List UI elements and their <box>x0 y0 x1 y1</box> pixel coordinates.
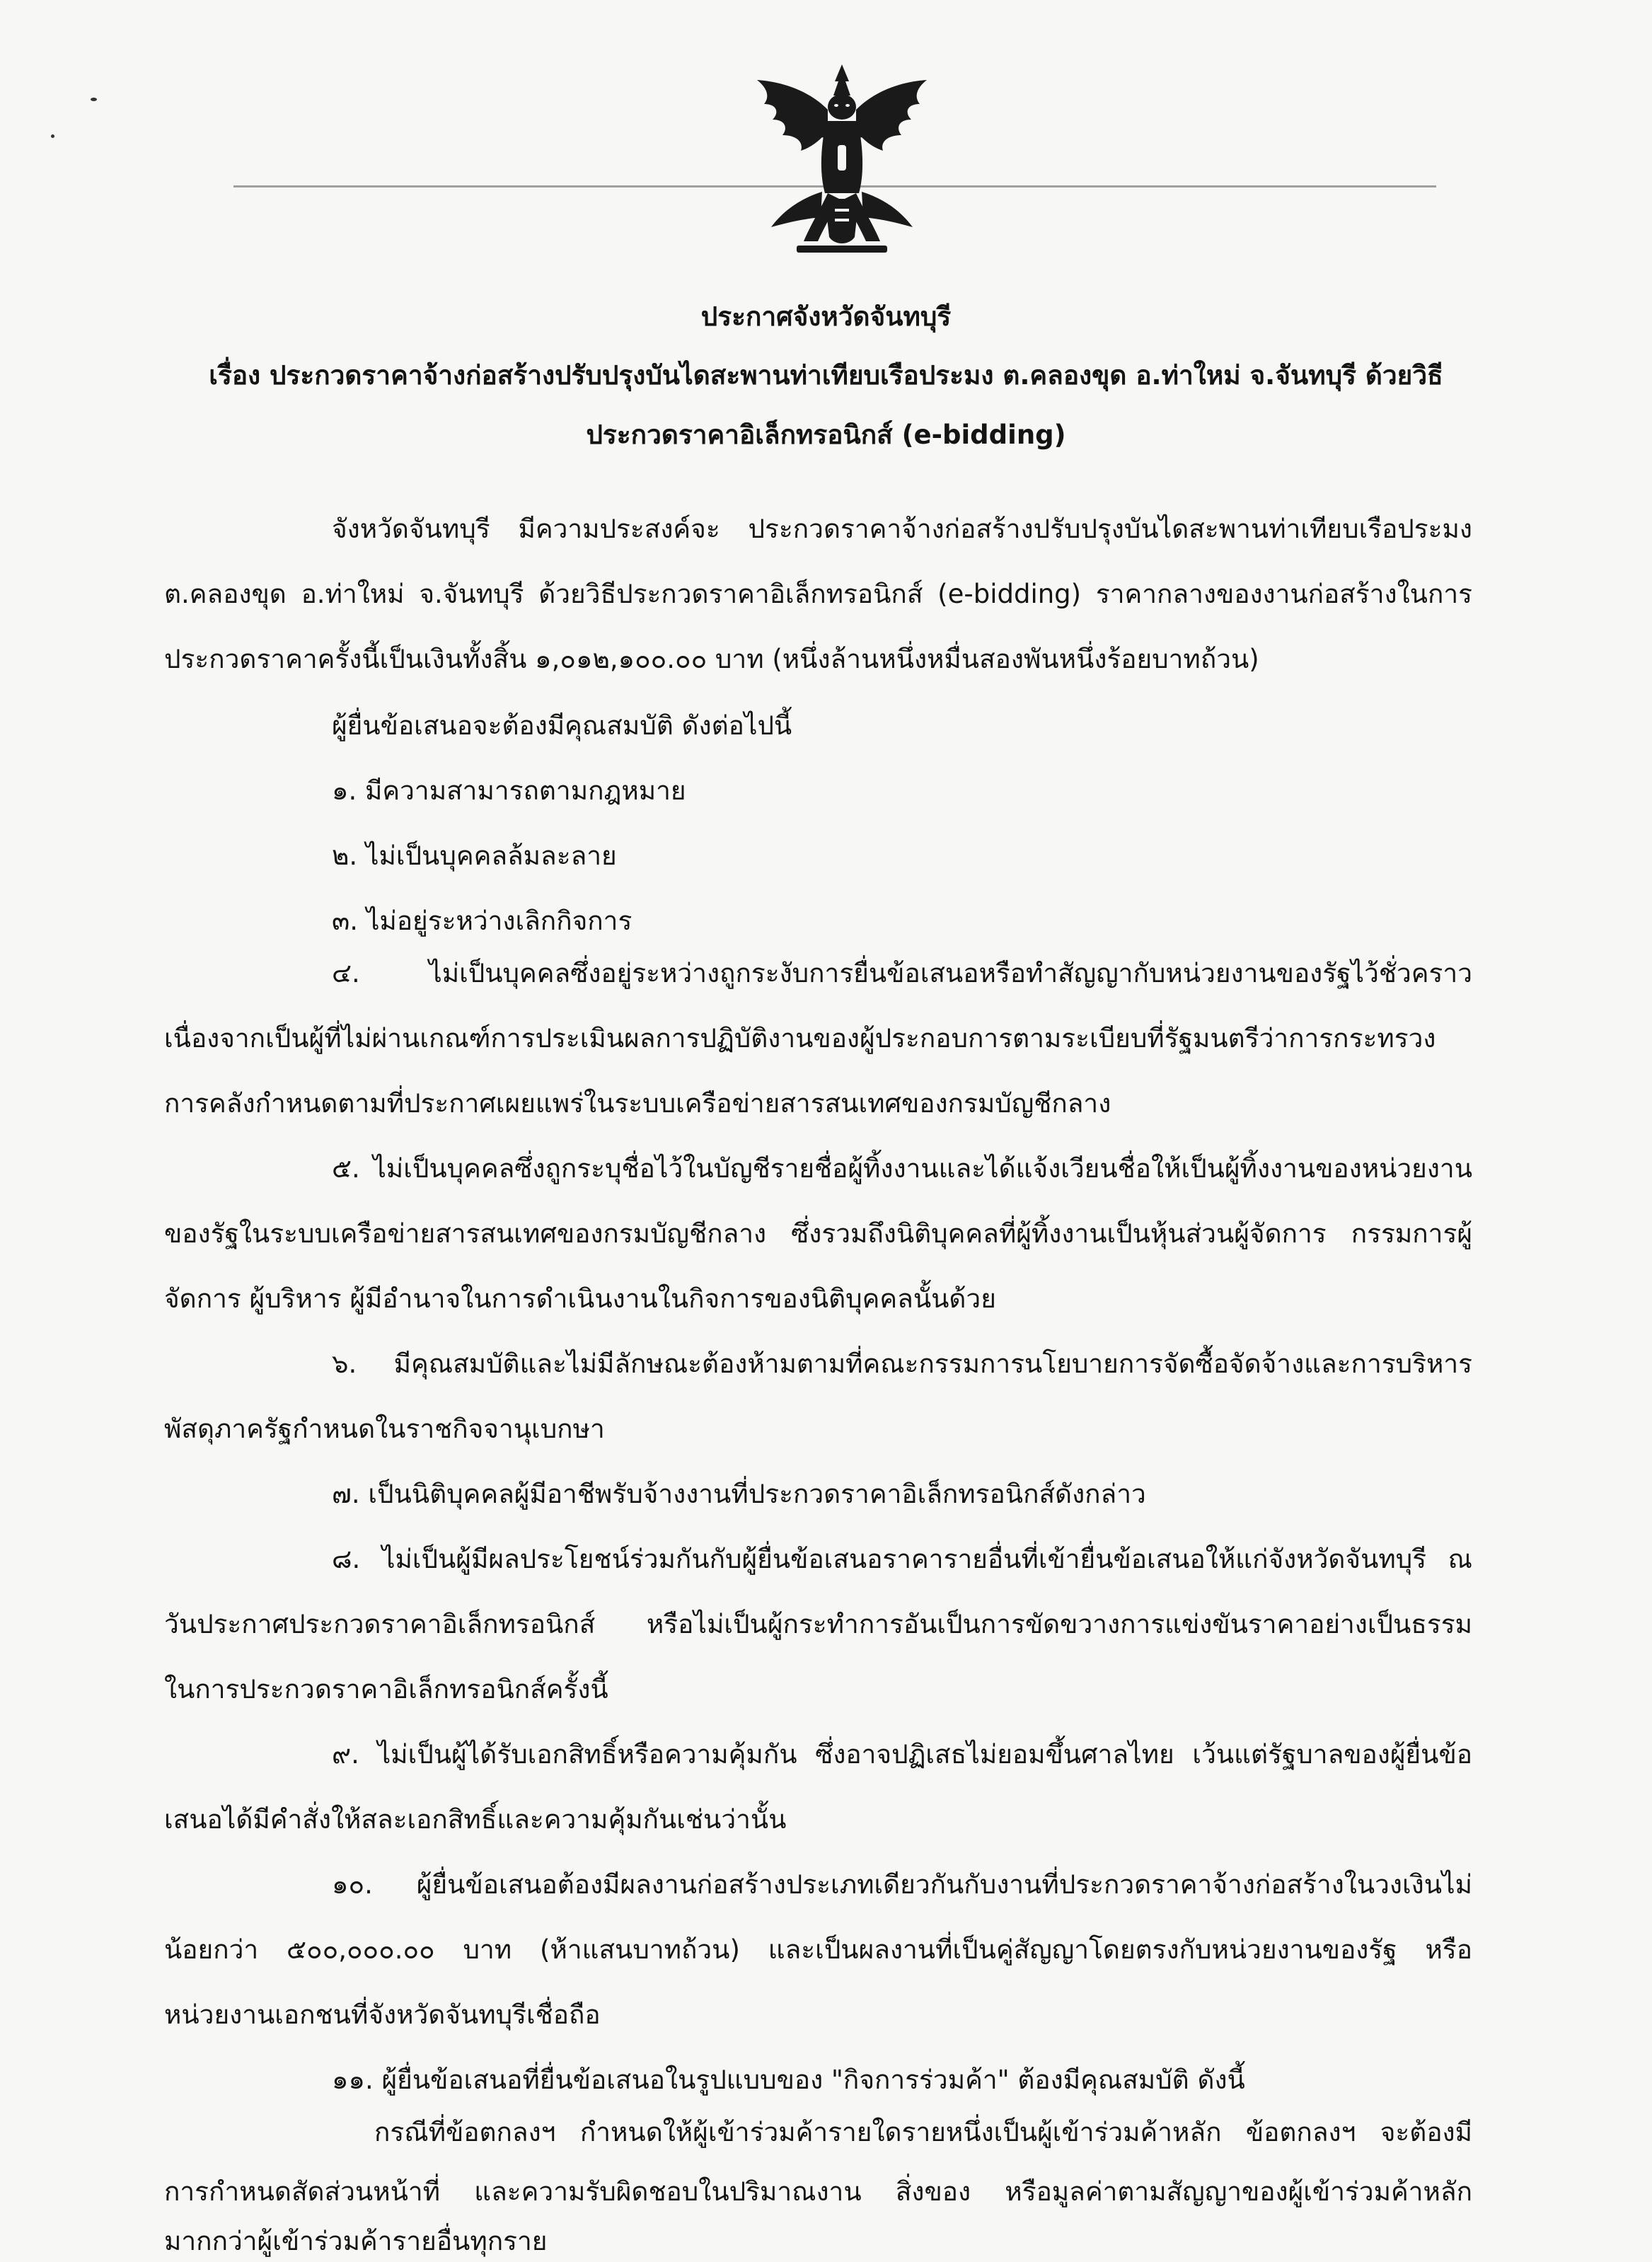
intro-line-2: ต.คลองขุด อ.ท่าใหม่ จ.จันทบุรี ด้วยวิธีประกวดราคาอิเล็กทรอนิกส์ (e-bidding) ราคากลางของงานก่อสร้างในการ <box>164 579 1472 609</box>
qualification-item-8-line-2: วันประกาศประกวดราคาอิเล็กทรอนิกส์ หรือไม่เป็นผู้กระทำการอันเป็นการขัดขวางการแข่งขันราคาอย่างเป็นธรรม <box>164 1609 1472 1639</box>
garuda-emblem <box>736 60 948 272</box>
joint-venture-clause-line-1: กรณีที่ข้อตกลงฯ กำหนดให้ผู้เข้าร่วมค้ารายใดรายหนึ่งเป็นผู้เข้าร่วมค้าหลัก ข้อตกลงฯ จะต้องมี <box>374 2117 1472 2147</box>
qualification-item-11: ๑๑. ผู้ยื่นข้อเสนอที่ยื่นข้อเสนอในรูปแบบของ "กิจการร่วมค้า" ต้องมีคุณสมบัติ ดังนี้ <box>332 2065 1245 2095</box>
qualification-item-10-line-3: หน่วยงานเอกชนที่จังหวัดจันทบุรีเชื่อถือ <box>164 2000 601 2030</box>
qualification-heading: ผู้ยื่นข้อเสนอจะต้องมีคุณสมบัติ ดังต่อไปนี้ <box>332 710 792 741</box>
qualification-item-2: ๒. ไม่เป็นบุคคลล้มละลาย <box>332 841 617 871</box>
scan-speck <box>91 98 97 101</box>
joint-venture-clause-line-2: การกำหนดสัดส่วนหน้าที่ และความรับผิดชอบในปริมาณงาน สิ่งของ หรือมูลค่าตามสัญญาของผู้เข้าร่วมค้าหลัก <box>164 2176 1472 2207</box>
announcement-subject-line-1: เรื่อง ประกวดราคาจ้างก่อสร้างปรับปรุงบันไดสะพานท่าเทียบเรือประมง ต.คลองขุด อ.ท่าใหม่ จ.จันทบุรี ด้วยวิธี <box>209 360 1443 391</box>
qualification-item-10-line-1: ๑๐. ผู้ยื่นข้อเสนอต้องมีผลงานก่อสร้างประเภทเดียวกันกับงานที่ประกวดราคาจ้างก่อสร้างในวงเงินไม่ <box>332 1869 1472 1900</box>
qualification-item-5-line-2: ของรัฐในระบบเครือข่ายสารสนเทศของกรมบัญชีกลาง ซึ่งรวมถึงนิติบุคคลที่ผู้ทิ้งงานเป็นหุ้นส่วนผู้จัดการ กรรมการผู้ <box>164 1218 1472 1249</box>
qualification-item-3: ๓. ไม่อยู่ระหว่างเลิกกิจการ <box>332 906 633 936</box>
scan-speck <box>51 134 54 138</box>
qualification-item-4-line-3: การคลังกำหนดตามที่ประกาศเผยแพร่ในระบบเครือข่ายสารสนเทศของกรมบัญชีกลาง <box>164 1088 1111 1119</box>
intro-line-1: จังหวัดจันทบุรี มีความประสงค์จะ ประกวดราคาจ้างก่อสร้างปรับปรุงบันไดสะพานท่าเทียบเรือประมง <box>332 514 1472 544</box>
announcement-title: ประกาศจังหวัดจันทบุรี <box>700 301 952 332</box>
qualification-item-8-line-1: ๘. ไม่เป็นผู้มีผลประโยชน์ร่วมกันกับผู้ยื่นข้อเสนอราคารายอื่นที่เข้ายื่นข้อเสนอให้แก่จังหวัดจันทบุรี ณ <box>332 1544 1472 1574</box>
qualification-item-1: ๑. มีความสามารถตามกฎหมาย <box>332 775 686 806</box>
qualification-item-10-line-2: น้อยกว่า ๕๐๐,๐๐๐.๐๐ บาท (ห้าแสนบาทถ้วน) และเป็นผลงานที่เป็นคู่สัญญาโดยตรงกับหน่วยงานของรัฐ หรือ <box>164 1934 1472 1965</box>
intro-line-3: ประกวดราคาครั้งนี้เป็นเงินทั้งสิ้น ๑,๐๑๒,๑๐๐.๐๐ บาท (หนึ่งล้านหนึ่งหมื่นสองพันหนึ่งร้อยบาทถ้วน) <box>164 644 1259 674</box>
qualification-item-6-line-1: ๖. มีคุณสมบัติและไม่มีลักษณะต้องห้ามตามที่คณะกรรมการนโยบายการจัดซื้อจัดจ้างและการบริหาร <box>332 1349 1472 1379</box>
qualification-item-4-line-1: ๔. ไม่เป็นบุคคลซึ่งอยู่ระหว่างถูกระงับการยื่นข้อเสนอหรือทำสัญญากับหน่วยงานของรัฐไว้ชั่วคราว <box>332 958 1472 988</box>
qualification-item-4-line-2: เนื่องจากเป็นผู้ที่ไม่ผ่านเกณฑ์การประเมินผลการปฏิบัติงานของผู้ประกอบการตามระเบียบที่รัฐมนตรีว่าการกระทรวง <box>164 1023 1436 1054</box>
qualification-item-9-line-2: เสนอได้มีคำสั่งให้สละเอกสิทธิ์และความคุ้มกันเช่นว่านั้น <box>164 1804 787 1835</box>
qualification-item-9-line-1: ๙. ไม่เป็นผู้ได้รับเอกสิทธิ์หรือความคุ้มกัน ซึ่งอาจปฏิเสธไม่ยอมขึ้นศาลไทย เว้นแต่รัฐบาลของผู้ยื่นข้อ <box>332 1739 1472 1770</box>
qualification-item-5-line-1: ๕. ไม่เป็นบุคคลซึ่งถูกระบุชื่อไว้ในบัญชีรายชื่อผู้ทิ้งงานและได้แจ้งเวียนชื่อให้เป็นผู้ทิ้งงานของหน่วยงาน <box>332 1153 1472 1184</box>
qualification-item-7: ๗. เป็นนิติบุคคลผู้มีอาชีพรับจ้างงานที่ประกวดราคาอิเล็กทรอนิกส์ดังกล่าว <box>332 1479 1146 1509</box>
joint-venture-clause-line-3: มากกว่าผู้เข้าร่วมค้ารายอื่นทุกราย <box>164 2226 548 2256</box>
qualification-item-5-line-3: จัดการ ผู้บริหาร ผู้มีอำนาจในการดำเนินงานในกิจการของนิติบุคคลนั้นด้วย <box>164 1283 996 1314</box>
announcement-subject-line-2: ประกวดราคาอิเล็กทรอนิกส์ (e-bidding) <box>586 420 1066 450</box>
qualification-item-6-line-2: พัสดุภาครัฐกำหนดในราชกิจจานุเบกษา <box>164 1414 605 1444</box>
qualification-item-8-line-3: ในการประกวดราคาอิเล็กทรอนิกส์ครั้งนี้ <box>164 1674 608 1704</box>
